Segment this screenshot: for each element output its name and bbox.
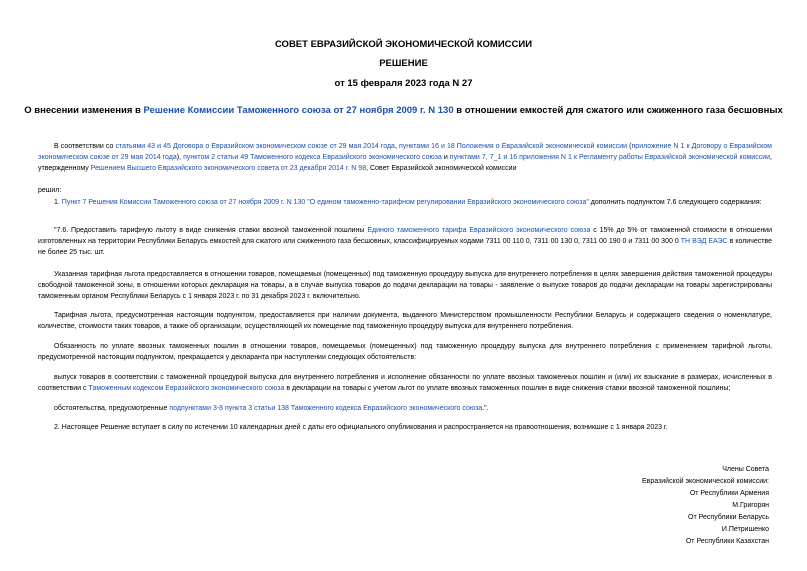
signature-line: Члены Совета: [722, 466, 769, 473]
tariff-benefit-paragraph: [38, 269, 772, 302]
title-prefix: О внесении изменения в: [24, 105, 144, 116]
document-type: РЕШЕНИЕ: [379, 58, 428, 69]
text: ),: [176, 154, 184, 161]
obligation-paragraph: [38, 341, 772, 363]
link-commission-regulation[interactable]: пунктами 16 и 18 Положения о Евразийской экономической комиссии: [398, 143, 628, 150]
text: 1.: [54, 199, 62, 206]
council-name: СОВЕТ ЕВРАЗИЙСКОЙ ЭКОНОМИЧЕСКОЙ КОМИССИИ: [274, 39, 533, 50]
text: Указанная тарифная льгота предоставляется в отношении товаров, помещаемых (помещенных) под таможенную процедуру выпуска для внутреннего потребления в целях завершения действия таможенной процедуры свободной таможенной зоны, в отношении которых декларация на товары, а в случае выпуска товаров до подачи декларации на товары - заявление о выпуске товаров до подачи декларации на товары зарегистрированы таможенным органом Республики Беларусь с 1 января 2023 г. по 31 декабря 2023 г. включительно.: [38, 271, 772, 300]
signature-line: М.Григорян: [732, 502, 769, 509]
preamble-paragraph: [38, 141, 772, 174]
text: обстоятельства, предусмотренные: [54, 405, 170, 412]
link-unified-customs-tariff[interactable]: Единого таможенного тарифа Евразийского экономического союза: [367, 227, 591, 234]
text: в количестве не более 25 тыс. шт.: [38, 238, 773, 256]
text: ,: [394, 143, 399, 150]
text: в декларации на товары с учетом льгот по уплате ввозных таможенных пошлин в виде снижения ставки ввозной таможенной пошлины;: [284, 385, 731, 392]
subpoint-7-6-paragraph: [38, 225, 772, 258]
signature-line: Евразийской экономической комиссии:: [641, 478, 769, 485]
link-work-regulation[interactable]: пунктами 7, 7_1 и 16 приложения N 1 к Регламенту работы Евразийской экономической комиссии: [449, 154, 771, 161]
release-paragraph: [38, 372, 772, 394]
text: 2. Настоящее Решение вступает в силу по истечении 10 календарных дней с даты его официального опубликования и распространяется на правоотношения, возникшие с 1 января 2023 г.: [54, 424, 668, 431]
text: В соответствии со: [54, 143, 116, 150]
text: .".: [482, 405, 489, 412]
text: с 15% до 5% от таможенной стоимости в отношении изготовленных на территории Республики Беларусь емкостей для сжатого или сжиженного газа бесшовных, классифицируемых кодами 7311 00 110 0, 7311 00 130 0, 7311 00 190 0 и 7311 00 300 0: [38, 227, 773, 245]
link-customs-code-article[interactable]: пунктом 2 статьи 49 Таможенного кодекса Евразийского экономического союза: [183, 154, 442, 161]
text: и: [441, 154, 450, 161]
link-customs-code[interactable]: Таможенным кодексом Евразийского экономического союза: [88, 385, 285, 392]
signature-line: От Республики Казахстан: [685, 538, 769, 545]
text: (: [627, 143, 632, 150]
text: выпуск товаров в соответствии с таможенной процедурой выпуска для внутреннего потребления и исполнение обязанности по уплате ввозных таможенных пошлин и (или) их взыскание в размерах, исчисленных в соответствии с: [38, 374, 772, 392]
link-treaty-articles[interactable]: статьями 43 и 45 Договора о Евразийском экономическом союзе от 29 мая 2014 года: [115, 143, 395, 150]
link-treaty-annex[interactable]: приложение N 1 к Договору о Евразийском экономическом союзе от 29 мая 2014 года: [38, 143, 772, 161]
resolved-label: решил:: [38, 187, 62, 194]
link-customs-code-article-138[interactable]: подпунктами 3-8 пункта 3 статьи 138 Таможенного кодекса Евразийского экономического союза: [169, 405, 483, 412]
signature-line: От Республики Беларусь: [688, 514, 769, 521]
text: Тарифная льгота, предусмотренная настоящим подпунктом, предоставляется при наличии документа, выданного Министерством промышленности Республики Беларусь и содержащего сведения о номенклатуре, количестве, стоимости таких товаров, а также об организации, осуществляющей их помещение под таможенную процедуру выпуска для внутреннего потребления.: [38, 312, 772, 330]
text: , Совет Евразийской экономической комиссии: [366, 165, 517, 172]
link-tn-ved[interactable]: ТН ВЭД ЕАЭС: [680, 238, 728, 245]
document-title: [20, 105, 787, 116]
item-2-paragraph: [38, 422, 772, 433]
text: "7.6. Предоставить тарифную льготу в виде снижения ставки ввозной таможенной пошлины: [54, 227, 368, 234]
link-supreme-council-decision[interactable]: Решением Высшего Евразийского экономического совета от 23 декабря 2014 г. N 98: [90, 165, 367, 172]
text: дополнить подпунктом 7.6 следующего содержания:: [588, 199, 762, 206]
signature-line: И.Петришенко: [721, 526, 769, 533]
item-1-paragraph: [38, 197, 772, 208]
signature-block: [549, 464, 769, 548]
title-suffix: в отношении емкостей для сжатого или сжиженного газа бесшовных: [453, 105, 783, 116]
document-requirement-paragraph: [38, 310, 772, 332]
text: , утвержденному: [38, 154, 772, 172]
text: Обязанность по уплате ввозных таможенных пошлин в отношении товаров, помещаемых (помещенных) под таможенную процедуру выпуска для внутреннего потребления с применением тарифной льготы, предусмотренной настоящим подпунктом, прекращается у декларанта при наступлении следующих обстоятельств:: [38, 343, 772, 361]
link-decision-point-7[interactable]: Пункт 7 Решения Комиссии Таможенного союза от 27 ноября 2009 г. N 130 "О едином таможенно-тарифном регулировании Евразийского экономического союза": [61, 199, 589, 206]
signature-line: От Республики Армения: [689, 490, 769, 497]
title-link[interactable]: Решение Комиссии Таможенного союза от 27 ноября 2009 г. N 130: [143, 105, 454, 116]
document-date-number: от 15 февраля 2023 года N 27: [334, 78, 473, 89]
circumstances-paragraph: [38, 403, 772, 414]
